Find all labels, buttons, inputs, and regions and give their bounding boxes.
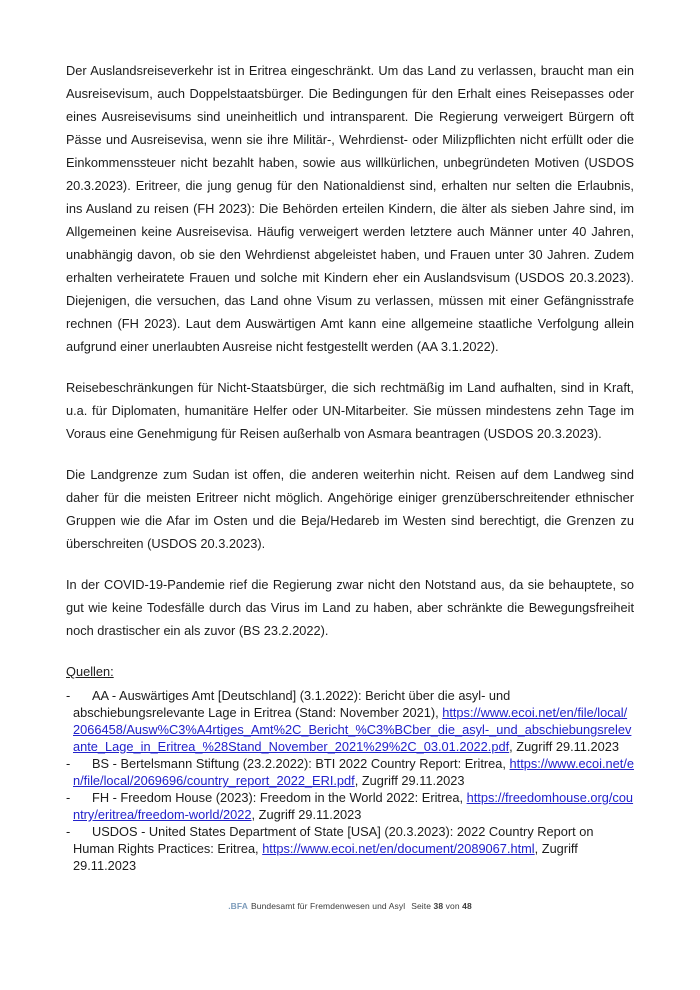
source-item	[66, 687, 634, 755]
sources-list	[66, 687, 634, 874]
footer-page-label: Seite	[411, 901, 432, 911]
bfa-logo: .BFA	[228, 901, 248, 911]
source-text: , Zugriff 29.11.2023	[354, 773, 465, 788]
body-paragraphs	[66, 59, 634, 642]
paragraph: Reisebeschränkungen für Nicht-Staatsbürger, die sich rechtmäßig im Land aufhalten, sind in Kraft, u.a. für Diplomaten, humanitäre Helfer oder UN-Mitarbeiter. Sie müssen mindestens zehn Tage im Voraus eine Genehmigung für Reisen außerhalb von Asmara beantragen (USDOS 20.3.2023).	[66, 380, 634, 441]
footer-total-pages: 48	[462, 901, 472, 911]
bullet-dash: -	[66, 756, 71, 771]
footer-page-number: 38	[433, 901, 444, 911]
source-link[interactable]: https://www.ecoi.net/en/file/local/2069696/country_report_2022_ERI.pdf	[73, 756, 635, 788]
source-link[interactable]: https://www.ecoi.net/en/document/2089067.html	[262, 841, 535, 856]
bullet-dash: -	[66, 824, 71, 839]
sources-heading: Quellen:	[66, 664, 114, 679]
source-link[interactable]: https://freedomhouse.org/country/eritrea/freedom-world/2022	[73, 790, 634, 822]
source-text: , Zugriff 29.11.2023	[73, 841, 578, 873]
source-item	[66, 823, 634, 874]
source-text: USDOS - United States Department of State [USA] (20.3.2023): 2022 Country Report on Human Rights Practices: Eritrea,	[73, 824, 594, 856]
source-text: , Zugriff 29.11.2023	[251, 807, 362, 822]
page-footer	[0, 901, 700, 912]
source-text: AA - Auswärtiges Amt [Deutschland] (3.1.2022): Bericht über die asyl- und abschiebungsrelevante Lage in Eritrea (Stand: November 2021),	[73, 688, 511, 720]
source-text: , Zugriff 29.11.2023	[509, 739, 619, 754]
source-item	[66, 789, 634, 823]
bullet-dash: -	[66, 688, 71, 703]
footer-of-label: von	[445, 901, 460, 911]
source-link[interactable]: https://www.ecoi.net/en/file/local/2066458/Ausw%C3%A4rtiges_Amt%2C_Bericht_%C3%BCber_die_asyl-_und_abschiebungsrelevante_Lage_in_Eritrea_%28Stand_November_2021%29%2C_03.01.2022.pdf	[73, 705, 632, 754]
paragraph: Die Landgrenze zum Sudan ist offen, die anderen weiterhin nicht. Reisen auf dem Landweg sind daher für die meisten Eritreer nicht möglich. Angehörige einiger grenzüberschreitender ethnischer Gruppen wie die Afar im Osten und die Beja/Hedareb im Westen sind berechtigt, die Grenzen zu überschreiten (USDOS 20.3.2023).	[66, 467, 634, 551]
source-text: BS - Bertelsmann Stiftung (23.2.2022): BTI 2022 Country Report: Eritrea,	[92, 756, 510, 771]
footer-organization: Bundesamt für Fremdenwesen und Asyl	[250, 901, 406, 911]
bullet-dash: -	[66, 790, 71, 805]
paragraph: In der COVID-19-Pandemie rief die Regierung zwar nicht den Notstand aus, da sie behauptete, so gut wie keine Todesfälle durch das Virus im Land zu haben, aber schränkte die Bewegungsfreiheit noch drastischer ein als zuvor (BS 23.2.2022).	[66, 577, 634, 638]
paragraph: Der Auslandsreiseverkehr ist in Eritrea eingeschränkt. Um das Land zu verlassen, braucht man ein Ausreisevisum, auch Doppelstaatsbürger. Die Bedingungen für den Erhalt eines Reisepasses oder eines Ausreisevisums sind uneinheitlich und intransparent. Die Regierung verweigert Bürgern oft Pässe und Ausreisevisa, wenn sie ihre Militär-, Wehrdienst- oder Milizpflichten nicht erfüllt oder die Einkommenssteuer nicht bezahlt haben, sowie aus willkürlichen, unbegründeten Motiven (USDOS 20.3.2023). Eritreer, die jung genug für den Nationaldienst sind, erhalten nur selten die Erlaubnis, ins Ausland zu reisen (FH 2023): Die Behörden erteilen Kindern, die älter als sieben Jahre sind, im Allgemeinen keine Ausreisevisa. Häufig verweigert werden letztere auch Männer unter 40 Jahren, unabhängig davon, ob sie den Wehrdienst abgeleistet haben, und Frauen unter 30 Jahren. Zudem erhalten verheiratete Frauen und solche mit Kindern eher ein Auslandsvisum (USDOS 20.3.2023). Diejenigen, die versuchen, das Land ohne Visum zu verlassen, müssen mit einer Gefängnisstrafe rechnen (FH 2023). Laut dem Auswärtigen Amt kann eine allgemeine staatliche Verfolgung allein aufgrund einer unerlaubten Ausreise nicht festgestellt werden (AA 3.1.2022).	[66, 63, 634, 354]
source-text: FH - Freedom House (2023): Freedom in the World 2022: Eritrea,	[92, 790, 467, 805]
source-item	[66, 755, 634, 789]
